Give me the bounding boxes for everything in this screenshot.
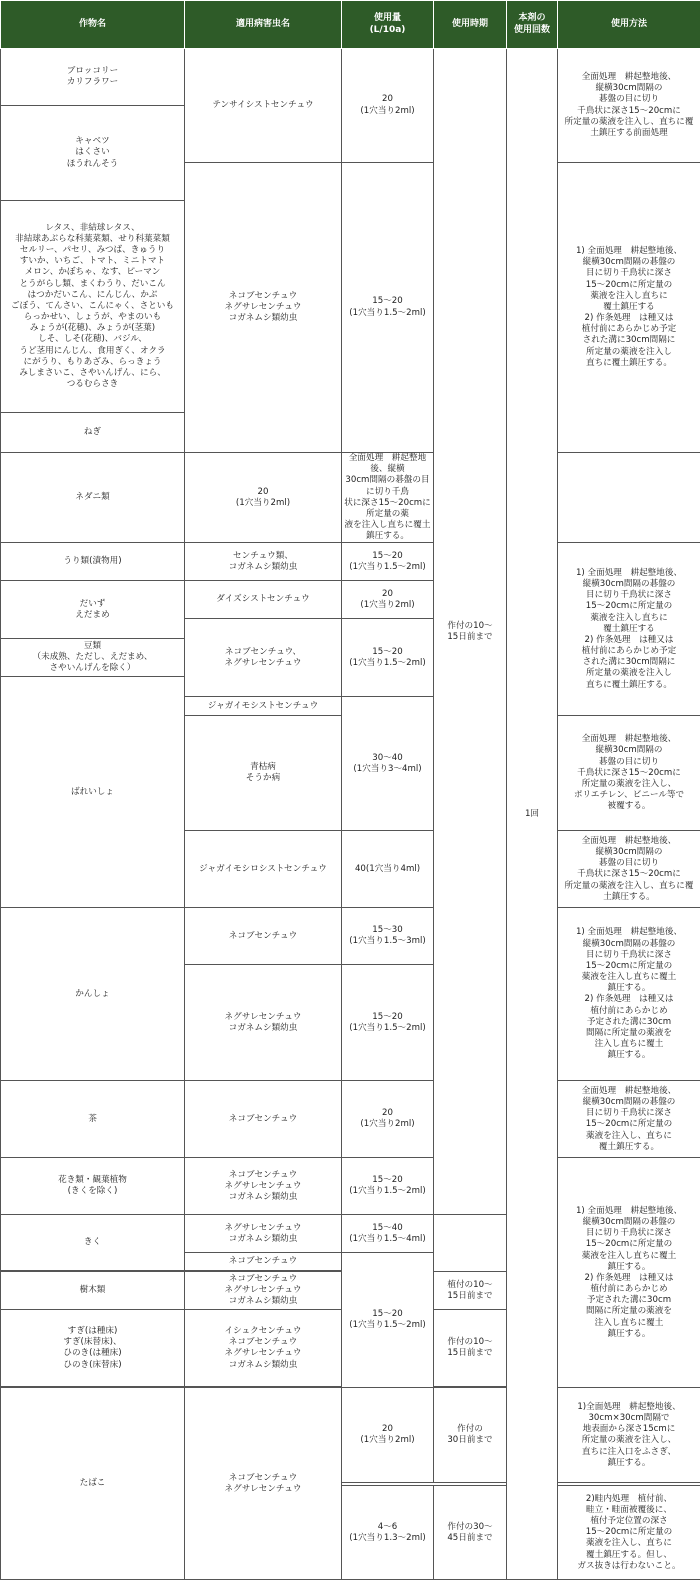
method-full-treatment-4: 全面処理 耕起整地後、 縦横30cm間隔の碁盤の 目に切り千鳥状に深さ 15～20cmに所定量の 薬液を注入し、直ちに 覆土鎮圧する。: [558, 1081, 700, 1158]
pest-aogare-soka: 青枯病 そうか病: [185, 716, 342, 831]
pest-nedani: ネダニ類: [1, 453, 185, 543]
pest-nekobu-negusare-kogane: ネコブセンチュウ ネグサレセンチュウ コガネムシ類幼虫: [185, 163, 342, 453]
pest-nekobu-negusare-kogane: ネコブセンチュウ ネグサレセンチュウ コガネムシ類幼虫: [185, 1158, 342, 1215]
use-count: 1回: [507, 49, 558, 1580]
crop-kansho: かんしょ: [1, 908, 185, 1081]
crop-sugi-hinoki: すぎ(は種床) すぎ(床替床)、 ひのき(は種床) ひのき(床替床): [1, 1310, 185, 1387]
method-full-row-treatment-2: 1) 全面処理 耕起整地後、 縦横30cm間隔の碁盤の 目に切り千鳥状に深さ 15～20cmに所定量の 薬液を注入し直ちに 覆土鎮圧する 2) 作条処理 は種又は 植付前にあらかじめ予定 された溝に30cm間隔に 所定量の薬液を注入し 直ちに覆土鎮圧する。: [558, 543, 700, 716]
method-tobacco-ridge: 2)畦内処理 植付前、 畦立・畦面被覆後に、 植付予定位置の深さ 15～20cmに所定量の 薬液を注入し、直ちに 覆土鎮圧する。但し、 ガス抜きは行わないこと。: [558, 1486, 700, 1580]
header-pest: 適用病害虫名: [185, 1, 342, 49]
amount-4-6: 4～6 (1穴当り1.3～2ml): [342, 1486, 434, 1580]
timing-uetsuke-10-15: 植付の10～ 15日前まで: [434, 1272, 507, 1310]
timing-sakutsuke-10-15: 作付の10～ 15日前まで: [434, 49, 507, 1215]
method-full-treatment-2: 全面処理 耕起整地後、縦横 30cm間隔の碁盤の目に切り千鳥 状に深さ15～20cmに所定量の薬 液を注入し直ちに覆土鎮圧する。: [342, 453, 434, 543]
amount-30-40: 30～40 (1穴当り3～4ml): [342, 697, 434, 831]
crop-mame: 豆類 （未成熟、ただし、えだまめ、 さやいんげんを除く）: [1, 639, 185, 677]
amount-15-20: 15～20 (1穴当り1.5～2ml): [342, 1158, 434, 1215]
amount-15-20: 15～20 (1穴当り1.5～2ml): [342, 163, 434, 453]
crop-potato: ばれいしょ: [1, 677, 185, 908]
crop-flowers: 花き類・観葉植物 (きくを除く): [1, 1158, 185, 1215]
method-full-treatment-3: 全面処理 耕起整地後、 縦横30cm間隔の 碁盤の目に切り 千鳥状に深さ15～20cmに 所定量の薬液を注入し、直ちに覆 土鎮圧する。: [558, 831, 700, 908]
crop-lettuce-group: レタス、非結球レタス、 非結球あぶらな科葉菜類、せり科葉菜類 セルリー、パセリ、みつば、きゅうり すいか、いちご、トマト、ミニトマト メロン、かぼちゃ、なす、ピーマン とうがらし類、まくわうり、だいこん はつかだいこん、にんじん、かぶ ごぼう、てんさい、こんにゃく、さといも らっかせい、しょうが、やまのいも みょうが(花穂)、みょうが(茎葉) しそ、しそ(花穂)、バジル、 うど茎用にんじん、食用ぎく、オクラ にがうり、もりあざみ、らっきょう みしまさいこ、さやいんげん、にら、 つるむらさき: [1, 201, 185, 413]
pest-nekobu: ネコブセンチュウ: [185, 1253, 342, 1271]
amount-20: 20 (1穴当り2ml): [342, 49, 434, 163]
pest-nekobu: ネコブセンチュウ: [185, 908, 342, 965]
amount-15-20: 15～20 (1穴当り1.5～2ml): [342, 1253, 434, 1388]
pest-tobacco: ネコブセンチュウ ネグサレセンチュウ: [185, 1388, 342, 1580]
amount-15-30: 15～30 (1穴当り1.5～3ml): [342, 908, 434, 965]
header-amount: 使用量 (L/10a): [342, 1, 434, 49]
method-full-row-treatment-3: 1) 全面処理 耕起整地後、 縦横30cm間隔の碁盤の 目に切り千鳥状に深さ 15～20cmに所定量の 薬液を注入し直ちに覆土 鎮圧する。 2) 作条処理 は種又は 植付前にあらかじめ 予定された溝に30cm 間隔に所定量の薬液を 注入し直ちに覆土 鎮圧する。: [558, 908, 700, 1081]
header-method: 使用方法: [558, 1, 700, 49]
crop-tobacco: たばこ: [1, 1388, 185, 1580]
timing-sakutsuke-30-45: 作付の30～ 45日前まで: [434, 1486, 507, 1580]
pest-daizu-cyst: ダイズシストセンチュウ: [185, 581, 342, 619]
crop-negi: ねぎ: [1, 413, 185, 453]
pest-isuku-group: イシュクセンチュウ ネコブセンチュウ ネグサレセンチュウ コガネムシ類幼虫: [185, 1310, 342, 1387]
pest-nekobu-negusare-kogane: ネコブセンチュウ ネグサレセンチュウ コガネムシ類幼虫: [185, 1272, 342, 1310]
crop-tea: 茶: [1, 1081, 185, 1158]
amount-40: 40(1穴当り4ml): [342, 831, 434, 908]
header-timing: 使用時期: [434, 1, 507, 49]
amount-20: 20 (1穴当り2ml): [342, 581, 434, 619]
crop-trees: 樹木類: [1, 1272, 185, 1310]
amount-20: 20 (1穴当り2ml): [342, 1388, 434, 1483]
method-tobacco-full: 1)全面処理 耕起整地後、 30cm×30cm間隔で 地表面から深さ15cmに 所定量の薬液を注入し、 直ちに注入口をふさぎ、 鎮圧する。: [558, 1388, 700, 1483]
crop-uri: うり類(漬物用): [1, 543, 185, 581]
method-full-row-treatment-1: 1) 全面処理 耕起整地後、 縦横30cm間隔の碁盤の 目に切り千鳥状に深さ 15～20cmに所定量の 薬液を注入し直ちに 覆土鎮圧する 2) 作条処理 は種又は 植付前にあらかじめ予定 された溝に30cm間隔に 所定量の薬液を注入し 直ちに覆土鎮圧する。: [558, 163, 700, 453]
amount-20: 20 (1穴当り2ml): [342, 1081, 434, 1158]
header-row: [1, 1, 700, 49]
header-count: 本剤の 使用回数: [507, 1, 558, 49]
crop-broccoli: ブロッコリー カリフラワー: [1, 49, 185, 106]
crop-daizu: だいず えだまめ: [1, 581, 185, 639]
method-full-treatment-1: 全面処理 耕起整地後、 縦横30cm間隔の 碁盤の目に切り 千鳥状に深さ15～20cmに 所定量の薬液を注入し、直ちに覆 土鎮圧する前面処理: [558, 49, 700, 163]
crop-kiku: きく: [1, 1215, 185, 1271]
pest-tensai-cyst: テンサイシストセンチュウ: [185, 49, 342, 163]
amount-15-40: 15～40 (1穴当り1.5～4ml): [342, 1215, 434, 1253]
timing-sakutsuke-30: 作付の 30日前まで: [434, 1388, 507, 1483]
pest-senchu-kogane: センチュウ類、 コガネムシ類幼虫: [185, 543, 342, 581]
timing-sakutsuke-10-15: 作付の10～ 15日前まで: [434, 1310, 507, 1387]
crop-cabbage: キャベツ はくさい ほうれんそう: [1, 106, 185, 201]
method-full-row-treatment-4: 1) 全面処理 耕起整地後、 縦横30cm間隔の碁盤の 目に切り千鳥状に深さ 15～20cmに所定量の 薬液を注入し直ちに覆土 鎮圧する。 2) 作条処理 は種又は 植付前にあらかじめ 予定された溝に30cm 間隔に所定量の薬液を 注入し直ちに覆土 鎮圧する。: [558, 1158, 700, 1388]
pest-jagaimo-cyst: ジャガイモシストセンチュウ: [185, 697, 342, 716]
amount-15-20: 15～20 (1穴当り1.5～2ml): [342, 619, 434, 697]
pest-jagaimo-shiro-cyst: ジャガイモシロシストセンチュウ: [185, 831, 342, 908]
pest-negusare-kogane: ネグサレセンチュウ コガネムシ類幼虫: [185, 1215, 342, 1253]
method-full-treatment-cover: 全面処理 耕起整地後、 縦横30cm間隔の 碁盤の目に切り 千鳥状に深さ15～20cmに 所定量の薬液を注入し、 ポリエチレン、ビニール等で 被覆する。: [558, 716, 700, 831]
amount-15-20: 15～20 (1穴当り1.5～2ml): [342, 965, 434, 1081]
pest-nekobu-negusare: ネコブセンチュウ、 ネグサレセンチュウ: [185, 619, 342, 697]
amount-15-20: 15～20 (1穴当り1.5～2ml): [342, 543, 434, 581]
pest-negusare-kogane: ネグサレセンチュウ コガネムシ類幼虫: [185, 965, 342, 1081]
amount-20: 20 (1穴当り2ml): [185, 453, 342, 543]
header-crop: 作物名: [1, 1, 185, 49]
pest-nekobu: ネコブセンチュウ: [185, 1081, 342, 1158]
